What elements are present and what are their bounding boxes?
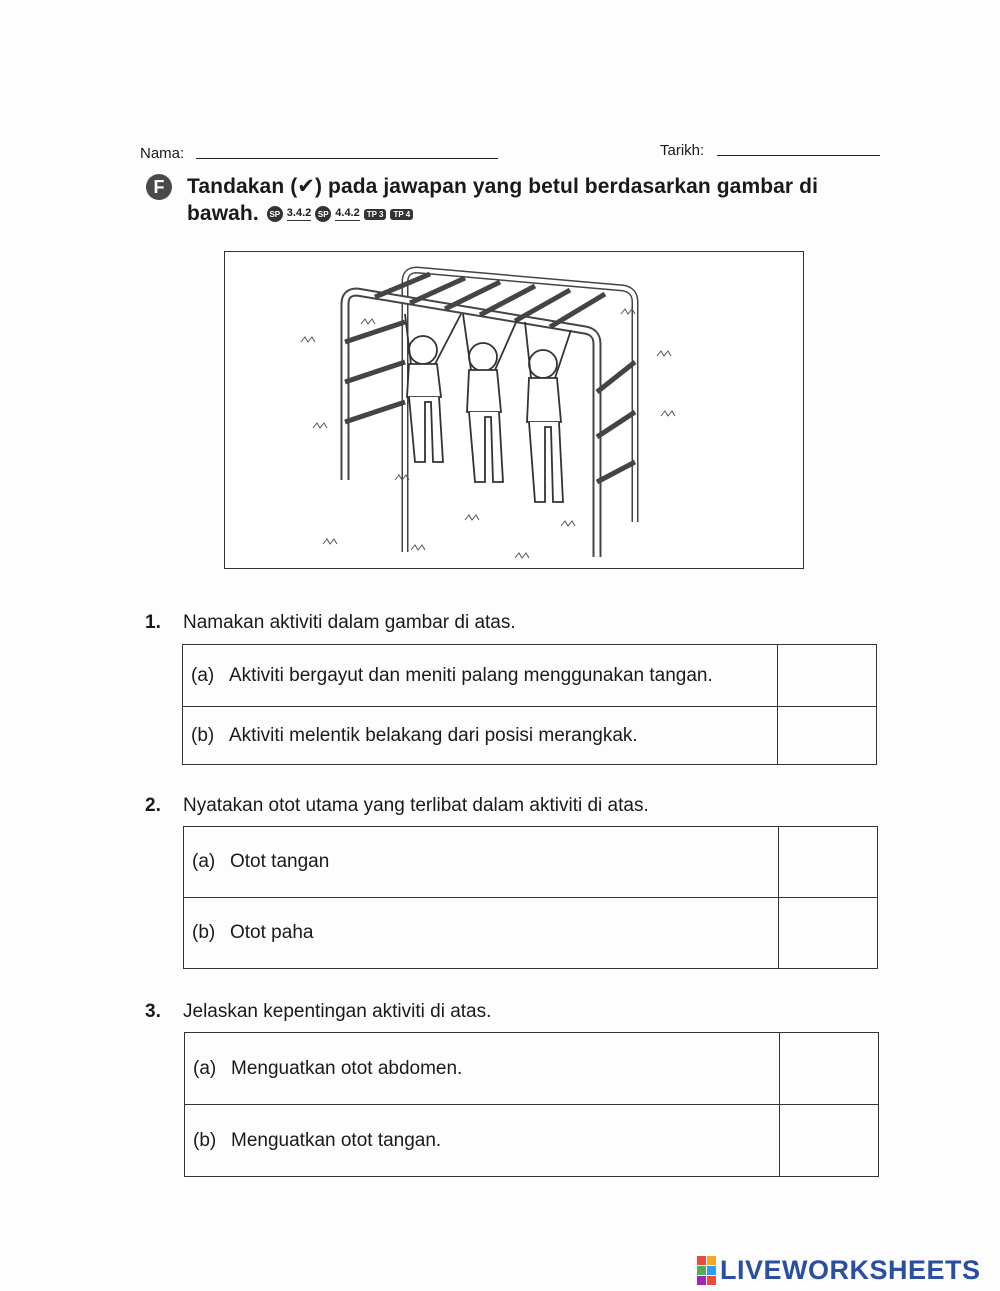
option-row — [184, 898, 878, 969]
question-2-options — [183, 826, 878, 969]
instruction-line1: Tandakan (✔) pada jawapan yang betul berdasarkan gambar di — [187, 175, 819, 198]
option-label: (b) — [191, 724, 215, 746]
tp-badge: TP 4 — [390, 209, 413, 220]
instruction-text-2: bawah. — [187, 202, 259, 225]
standard-codes — [267, 206, 413, 222]
monkey-bars-picture — [224, 251, 804, 569]
liveworksheets-logo — [697, 1255, 981, 1286]
section-badge: F — [146, 174, 172, 200]
question-3-options — [184, 1032, 879, 1177]
tick-box-2a[interactable] — [779, 827, 878, 898]
option-row — [183, 645, 877, 707]
option-text: Aktiviti melentik belakang dari posisi merangkak. — [229, 724, 638, 746]
option-text: Otot paha — [230, 922, 314, 943]
option-cell — [183, 645, 778, 707]
name-label: Nama: — [140, 145, 185, 162]
question-1-text: Namakan aktiviti dalam gambar di atas. — [183, 612, 516, 633]
sp-icon: SP — [267, 206, 283, 222]
option-label: (a) — [192, 851, 216, 872]
logo-blocks-icon — [697, 1256, 716, 1285]
question-1-number: 1. — [145, 612, 161, 633]
question-2-number: 2. — [145, 795, 161, 816]
date-label: Tarikh: — [660, 142, 705, 159]
monkey-bars-illustration — [225, 252, 803, 568]
sp-icon: SP — [315, 206, 331, 222]
option-label: (b) — [193, 1129, 217, 1151]
option-cell — [184, 898, 779, 969]
code-1: 3.4.2 — [286, 207, 312, 219]
question-2-text: Nyatakan otot utama yang terlibat dalam aktiviti di atas. — [183, 795, 649, 816]
tick-box-2b[interactable] — [779, 898, 878, 969]
tick-box-3b[interactable] — [780, 1105, 879, 1177]
name-field[interactable] — [196, 158, 498, 159]
logo-text: LIVEWORKSHEETS — [720, 1255, 981, 1285]
option-row — [185, 1033, 879, 1105]
option-cell — [183, 707, 778, 765]
tp-badge: TP 3 — [364, 209, 387, 220]
option-label: (a) — [191, 664, 215, 686]
tick-box-1a[interactable] — [778, 645, 877, 707]
option-cell — [184, 827, 779, 898]
option-row — [184, 827, 878, 898]
option-label: (b) — [192, 922, 216, 943]
option-row — [183, 707, 877, 765]
tick-box-3a[interactable] — [780, 1033, 879, 1105]
option-label: (a) — [193, 1057, 217, 1079]
option-cell — [185, 1105, 780, 1177]
option-cell — [185, 1033, 780, 1105]
option-text: Menguatkan otot tangan. — [231, 1129, 442, 1151]
option-row — [185, 1105, 879, 1177]
question-1-options — [182, 644, 877, 765]
option-text: Aktiviti bergayut dan meniti palang menggunakan tangan. — [229, 664, 713, 686]
question-3-number: 3. — [145, 1001, 161, 1022]
code-2: 4.4.2 — [335, 207, 360, 219]
option-text: Otot tangan — [230, 851, 330, 872]
date-field[interactable] — [717, 155, 880, 156]
instruction-line2 — [187, 202, 413, 226]
option-text: Menguatkan otot abdomen. — [231, 1057, 463, 1079]
question-3-text: Jelaskan kepentingan aktiviti di atas. — [183, 1001, 492, 1022]
tick-box-1b[interactable] — [778, 707, 877, 765]
